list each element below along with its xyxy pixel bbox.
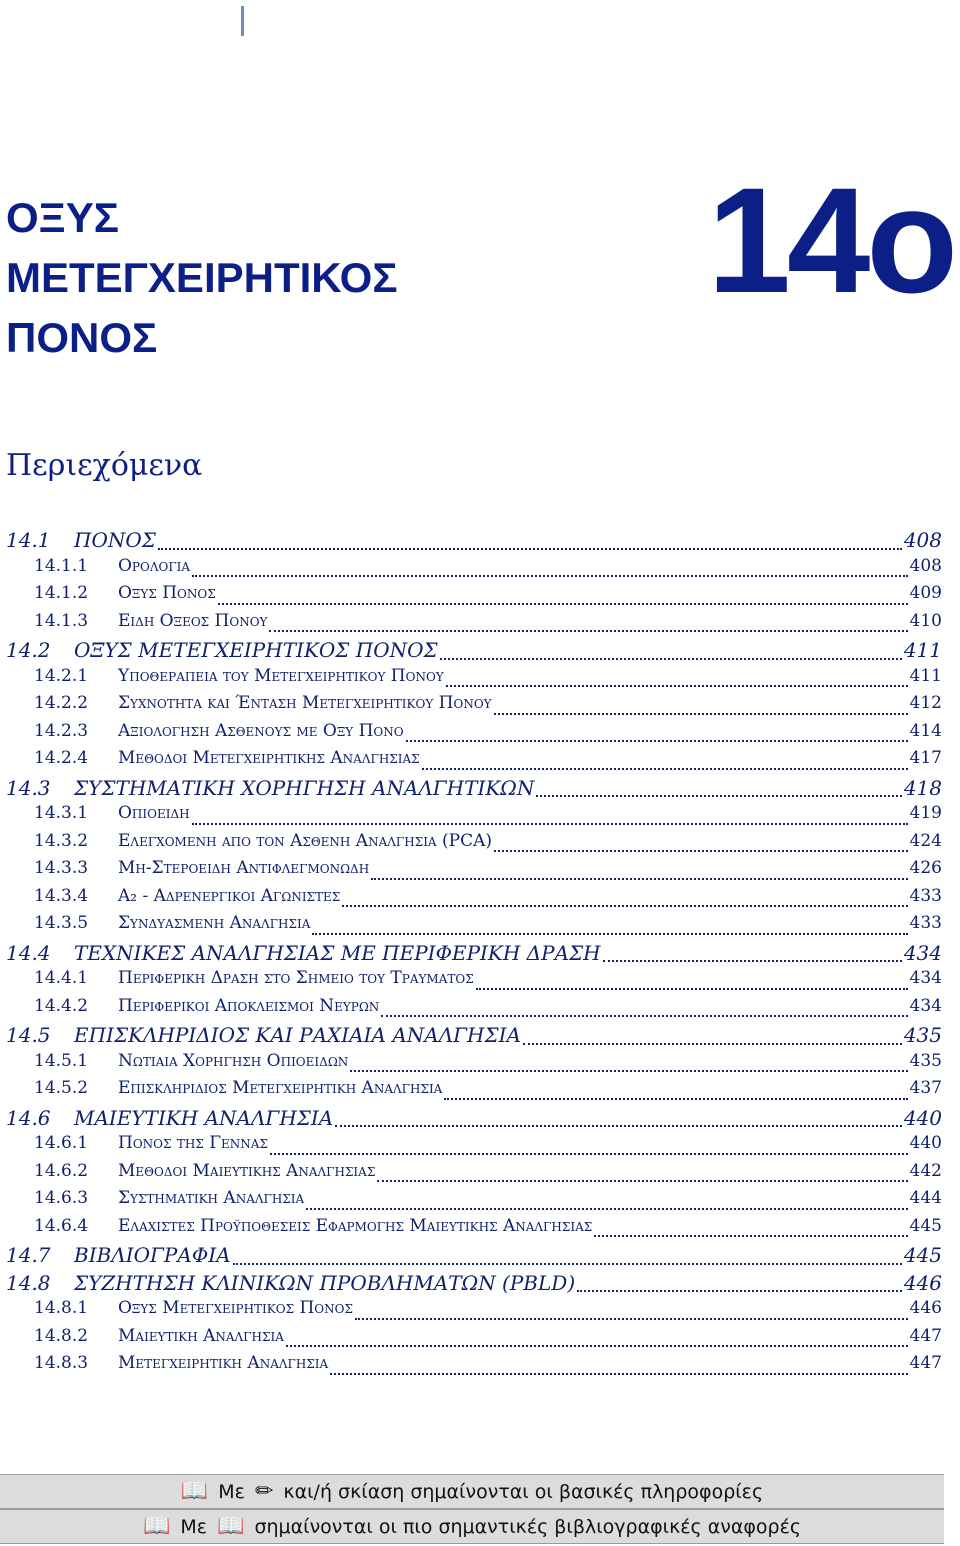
pencil-icon: ✏ (254, 1478, 274, 1504)
toc-leader-dots (312, 933, 907, 935)
toc-leader-dots (355, 1318, 908, 1320)
toc-entry-page: 445 (909, 1215, 942, 1236)
toc-entry-page: 411 (903, 638, 942, 662)
toc-entry-page: 447 (909, 1353, 942, 1373)
toc-entry[interactable] (6, 803, 942, 831)
toc-entry[interactable] (6, 996, 942, 1024)
toc-entry[interactable] (6, 886, 942, 914)
toc-entry-page: 408 (909, 555, 942, 576)
toc-leader-dots (286, 1345, 908, 1347)
toc-entry-number: 14.6.2 (34, 1160, 89, 1181)
toc-entry-title: Οπιοειδη (118, 803, 190, 823)
toc-entry-page: 434 (909, 968, 942, 988)
toc-entry-title: Συστηματικη Αναλγησια (118, 1188, 305, 1208)
toc-entry-number: 14.8.3 (34, 1353, 89, 1373)
chapter-title-line-1: ΟΞΥΣ (6, 194, 119, 241)
legend-line-1-prefix: Με (218, 1480, 245, 1503)
toc-entry-page: 434 (909, 995, 942, 1016)
toc-entry-title: Περιφερικη Δραση στο Σημειο του Τραυματος (118, 968, 474, 988)
toc-entry-page: 437 (909, 1078, 942, 1098)
toc-entry-title: ΒΙΒΛΙΟΓΡΑΦΙΑ (74, 1243, 231, 1267)
toc-entry-page: 418 (903, 775, 942, 800)
legend-line-1 (0, 1474, 944, 1509)
toc-entry-number: 14.8 (6, 1270, 51, 1295)
toc-entry-page: 440 (909, 1133, 942, 1153)
toc-heading: Περιεχόμενα (6, 448, 203, 483)
toc-entry-number: 14.4.1 (34, 968, 89, 988)
toc-leader-dots (350, 1070, 907, 1072)
toc-entry-number: 14.4 (6, 940, 51, 965)
toc-entry-title: Υποθεραπεια του Μετεγχειρητικου Πονου (118, 665, 444, 686)
toc-entry-title: Αξιολογηση Ασθενους με Οξυ Πονο (118, 720, 404, 741)
toc-entry-number: 14.6.1 (34, 1133, 89, 1153)
toc-leader-dots (440, 658, 902, 660)
book-icon: 📖 (142, 1513, 171, 1539)
toc-leader-dots (476, 988, 908, 990)
toc-entry-title: Περιφερικοι Αποκλεισμοι Νευρων (118, 995, 380, 1016)
toc-leader-dots (192, 823, 908, 825)
toc-entry[interactable] (6, 1326, 942, 1354)
toc-entry[interactable] (6, 693, 942, 721)
toc-leader-dots (494, 713, 908, 715)
toc-entry-number: 14.5.2 (34, 1078, 89, 1098)
toc-entry-number: 14.1.1 (34, 555, 89, 576)
chapter-title (6, 188, 398, 368)
toc-entry-title: Πονος της Γεννας (118, 1133, 268, 1153)
toc-entry-title: Ελαχιστες Προϋποθεσεις Εφαρμογης Μαιευτικης Αναλγησιας (118, 1215, 593, 1236)
toc-entry[interactable] (6, 968, 942, 996)
toc-leader-dots (192, 575, 907, 577)
book-icon: 📖 (180, 1478, 209, 1504)
toc-entry-number: 14.3.2 (34, 830, 89, 851)
toc-entry-title: Μετεγχειρητικη Αναλγησια (118, 1353, 329, 1373)
toc-entry-page: 410 (909, 610, 942, 631)
toc-entry-title: ΣΥΖΗΤΗΣΗ ΚΛΙΝΙΚΩΝ ΠΡΟΒΛΗΜΑΤΩΝ (PBLD) (74, 1270, 576, 1295)
toc-leader-dots (371, 878, 907, 880)
toc-entry[interactable] (6, 1216, 942, 1244)
toc-entry-number: 14.6 (6, 1105, 51, 1130)
toc-entry-title: Μη-Στεροειδη Αντιφλεγμονωδη (118, 858, 370, 878)
toc-entry-title: Συνδυασμενη Αναλγησια (118, 913, 311, 933)
chapter-title-line-2: ΜΕΤΕΓΧΕΙΡΗΤΙΚΟΣ (6, 254, 398, 301)
toc-entry-title: Οξυς Μετεγχειρητικος Πονος (118, 1298, 353, 1318)
toc-entry-page: 411 (909, 665, 942, 686)
toc-entry[interactable] (6, 1298, 942, 1326)
toc-entry-number: 14.3.1 (34, 803, 89, 823)
toc-leader-dots (233, 1263, 902, 1265)
toc-entry-title: Μαιευτικη Αναλγησια (118, 1325, 284, 1346)
toc-entry-page: 435 (903, 1023, 942, 1047)
toc-entry[interactable] (6, 941, 942, 969)
toc-entry-title: ΜΑΙΕΥΤΙΚΗ ΑΝΑΛΓΗΣΙΑ (74, 1105, 334, 1130)
toc-entry-number: 14.2.2 (34, 693, 89, 713)
toc-entry-page: 408 (903, 528, 942, 552)
legend-line-1-text: και/ή σκίαση σημαίνονται οι βασικές πληροφορίες (283, 1480, 764, 1503)
toc-entry-number: 14.3.5 (34, 913, 89, 933)
toc-leader-dots (381, 1015, 907, 1017)
toc-entry-page: 417 (909, 748, 942, 768)
toc-leader-dots (218, 603, 908, 605)
toc-entry-title: Επισκληριδιος Μετεγχειρητικη Αναλγησια (118, 1078, 443, 1098)
toc-entry-page: 444 (909, 1188, 942, 1208)
toc-leader-dots (406, 740, 908, 742)
toc-entry-page: 419 (909, 803, 942, 823)
toc-entry[interactable] (6, 1243, 942, 1271)
toc-entry-number: 14.1 (6, 528, 51, 552)
toc-leader-dots (306, 1208, 907, 1210)
toc-entry-number: 14.3.4 (34, 885, 89, 906)
toc-entry-title: Οξυς Πονος (118, 583, 216, 603)
toc-entry[interactable] (6, 831, 942, 859)
toc-entry-title: Μεθοδοι Μαιευτικης Αναλγησιας (118, 1160, 376, 1181)
toc-entry[interactable] (6, 913, 942, 941)
toc-leader-dots (523, 1043, 902, 1045)
legend-line-2 (0, 1509, 944, 1544)
toc-leader-dots (158, 548, 902, 550)
toc-entry[interactable] (6, 1133, 942, 1161)
toc-entry[interactable] (6, 748, 942, 776)
toc-leader-dots (494, 850, 908, 852)
toc-entry[interactable] (6, 1078, 942, 1106)
toc-entry-page: 434 (903, 940, 942, 965)
toc-entry-title: Α₂ - Αδρενεργικοι Αγωνιστες (118, 885, 341, 906)
toc-entry-number: 14.1.3 (34, 610, 89, 631)
toc-entry-page: 414 (909, 720, 942, 741)
toc-leader-dots (422, 768, 908, 770)
toc-entry-number: 14.8.2 (34, 1325, 89, 1346)
toc-entry-number: 14.5 (6, 1023, 51, 1047)
toc-entry[interactable] (6, 721, 942, 749)
toc-entry[interactable] (6, 1271, 942, 1299)
toc-entry[interactable] (6, 1161, 942, 1189)
toc-entry[interactable] (6, 1353, 942, 1381)
toc-entry-page: 412 (909, 693, 942, 713)
toc-entry[interactable] (6, 638, 942, 666)
chapter-number-value: 14 (707, 156, 867, 324)
toc-leader-dots (594, 1235, 907, 1237)
margin-marker (241, 6, 244, 36)
toc-entry-number: 14.2.1 (34, 665, 89, 686)
toc-entry-number: 14.8.1 (34, 1298, 89, 1318)
chapter-number (707, 156, 955, 324)
toc-entry-number: 14.3.3 (34, 858, 89, 878)
toc-entry-title: Νωτιαια Χορηγηση Οπιοειδων (118, 1050, 349, 1071)
toc-entry-page: 445 (903, 1243, 942, 1267)
table-of-contents (6, 528, 942, 1381)
toc-leader-dots (603, 960, 902, 962)
toc-entry[interactable] (6, 1051, 942, 1079)
toc-entry-title: Ειδη Οξεος Πονου (118, 610, 268, 631)
toc-leader-dots (330, 1373, 907, 1375)
toc-entry-title: Ορολογια (118, 555, 191, 576)
chapter-number-ordinal: ο (866, 156, 954, 324)
toc-entry[interactable] (6, 1023, 942, 1051)
toc-entry-page: 447 (909, 1325, 942, 1346)
toc-entry-number: 14.5.1 (34, 1050, 89, 1071)
toc-leader-dots (342, 905, 907, 907)
toc-leader-dots (270, 1153, 908, 1155)
toc-leader-dots (446, 685, 908, 687)
toc-entry-page: 442 (909, 1160, 942, 1181)
book-icon: 📖 (217, 1513, 245, 1539)
toc-entry[interactable] (6, 666, 942, 694)
toc-entry-number: 14.1.2 (34, 583, 89, 603)
toc-entry-page: 409 (909, 583, 942, 603)
toc-leader-dots (577, 1290, 902, 1292)
toc-entry-title: ΣΥΣΤΗΜΑΤΙΚΗ ΧΟΡΗΓΗΣΗ ΑΝΑΛΓΗΤΙΚΩΝ (74, 775, 535, 800)
toc-entry[interactable] (6, 611, 942, 639)
toc-entry-page: 433 (909, 885, 942, 906)
toc-leader-dots (269, 630, 907, 632)
toc-entry[interactable] (6, 776, 942, 804)
toc-entry[interactable] (6, 1188, 942, 1216)
toc-entry-page: 446 (903, 1270, 942, 1295)
toc-entry-title: Ελεγχομενη απο τον Ασθενη Αναλγησια (PCA) (118, 830, 492, 851)
toc-entry-page: 435 (909, 1050, 942, 1071)
toc-entry[interactable] (6, 528, 942, 556)
toc-leader-dots (377, 1180, 907, 1182)
toc-entry-number: 14.2.4 (34, 748, 89, 768)
toc-entry-title: ΕΠΙΣΚΛΗΡΙΔΙΟΣ ΚΑΙ ΡΑΧΙΑΙΑ ΑΝΑΛΓΗΣΙΑ (74, 1023, 521, 1047)
toc-entry-number: 14.2.3 (34, 720, 89, 741)
toc-entry-page: 426 (909, 858, 942, 878)
toc-entry-number: 14.2 (6, 638, 51, 662)
toc-entry-number: 14.4.2 (34, 995, 89, 1016)
toc-entry[interactable] (6, 556, 942, 584)
toc-leader-dots (536, 795, 901, 797)
toc-entry-number: 14.6.3 (34, 1188, 89, 1208)
toc-entry[interactable] (6, 858, 942, 886)
toc-entry-number: 14.3 (6, 775, 51, 800)
toc-entry-page: 433 (909, 913, 942, 933)
legend-line-2-text: σημαίνονται οι πιο σημαντικές βιβλιογραφικές αναφορές (254, 1515, 802, 1538)
toc-leader-dots (335, 1125, 902, 1127)
toc-entry-number: 14.7 (6, 1243, 51, 1267)
toc-entry-page: 440 (903, 1105, 942, 1130)
toc-entry[interactable] (6, 583, 942, 611)
chapter-title-line-3: ΠΟΝΟΣ (6, 314, 158, 361)
toc-entry-title: ΟΞΥΣ ΜΕΤΕΓΧΕΙΡΗΤΙΚΟΣ ΠΟΝΟΣ (74, 638, 438, 662)
toc-entry-title: ΠΟΝΟΣ (74, 528, 156, 552)
legend-line-2-prefix: Με (180, 1515, 208, 1538)
toc-entry-page: 424 (909, 830, 942, 851)
toc-entry-title: ΤΕΧΝΙΚΕΣ ΑΝΑΛΓΗΣΙΑΣ ΜΕ ΠΕΡΙΦΕΡΙΚΗ ΔΡΑΣΗ (74, 940, 601, 965)
toc-leader-dots (444, 1098, 907, 1100)
toc-entry-title: Μεθοδοι Μετεγχειρητικης Αναλγησιας (118, 748, 420, 768)
toc-entry-page: 446 (909, 1298, 942, 1318)
toc-entry-number: 14.6.4 (34, 1215, 89, 1236)
toc-entry-title: Συχνοτητα και Ένταση Μετεγχειρητικου Πονου (118, 693, 492, 713)
toc-entry[interactable] (6, 1106, 942, 1134)
